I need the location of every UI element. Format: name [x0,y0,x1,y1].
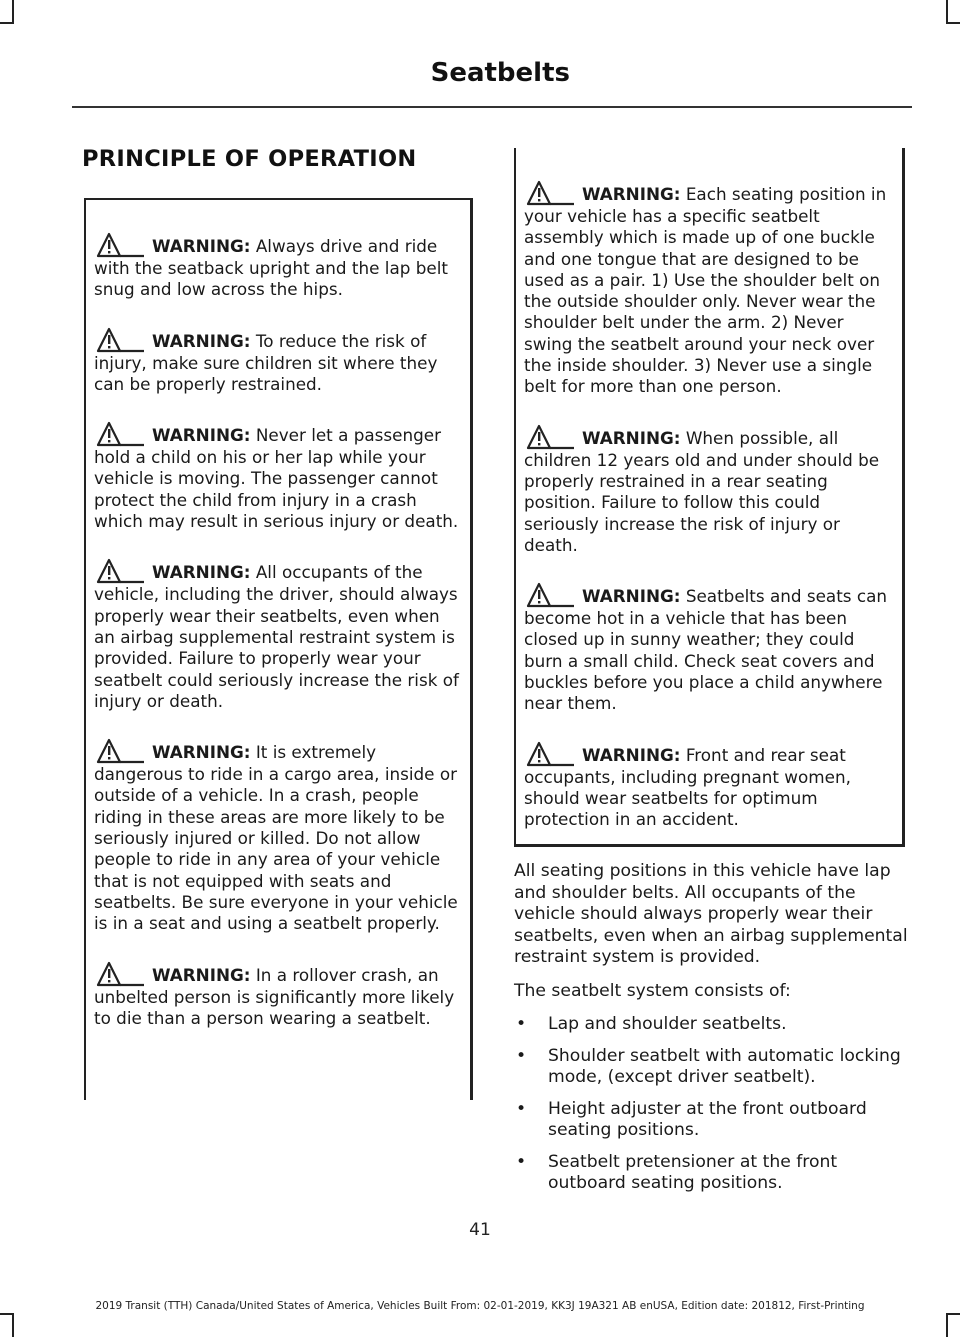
warning-triangle-icon [94,327,146,353]
crop-mark [946,1315,948,1337]
warning-text: In a rollover crash, an unbelted person is significantly more likely to die than a person wearing a seatbelt. [94,964,455,1028]
list-item-text: Height adjuster at the front outboard seating positions. [548,1098,867,1140]
warning-item [524,424,896,556]
warning-item [524,582,896,714]
warning-label: WARNING: [582,586,681,607]
warning-item [94,421,464,532]
warning-text: Always drive and ride with the seatback upright and the lap belt snug and low across the hips. [94,236,448,300]
list-item [514,1099,910,1142]
warning-label: WARNING: [582,427,681,448]
warning-text: Seatbelts and seats can become hot in a vehicle that has been closed up in sunny weather; they could burn a small child. Check seat covers and buckles before you place a child anywhere near them. [524,586,888,714]
bullet-icon: • [516,1098,527,1119]
warning-text: To reduce the risk of injury, make sure children sit where they can be properly restrained. [94,330,438,394]
bullet-icon: • [516,1151,527,1172]
warning-text: All occupants of the vehicle, including the driver, should always properly wear their seatbelts, even when an airbag supplemental restraint system is provided. Failure to properly wear your seatbelt could seriously increase the risk of injury or death. [94,562,459,711]
crop-mark [0,1313,14,1315]
warning-triangle-icon [94,961,146,987]
section-title: PRINCIPLE OF OPERATION [82,146,417,172]
crop-mark [12,0,14,22]
bullet-icon: • [516,1045,527,1066]
body-paragraph: All seating positions in this vehicle have lap and shoulder belts. All occupants of the vehicle should always properly wear their seatbelts, even when an airbag supplemental restraint system is provided. [514,861,908,967]
header-rule [72,106,912,108]
warning-triangle-icon [94,558,146,584]
warning-triangle-icon [524,582,576,608]
list-item [514,1046,910,1089]
warning-label: WARNING: [152,562,251,583]
page-footer: 2019 Transit (TTH) Canada/United States of America, Vehicles Built From: 02-01-2019, KK3J 19A321 AB enUSA, Edition date: 201812, First-Printing [95,1300,865,1312]
page-number: 41 [469,1220,491,1240]
list-item [514,1152,910,1195]
warning-text: Each seating position in your vehicle has a specific seatbelt assembly which is made up of one buckle and one tongue that are designed to be used as a pair. 1) Use the shoulder belt on the outside shoulder only. Never wear the shoulder belt under the arm. 2) Never swing the seatbelt around your neck over the inside shoulder. 3) Never use a single belt for more than one person. [524,184,887,397]
warning-triangle-icon [94,421,146,447]
warning-label: WARNING: [152,742,251,763]
warning-text: Never let a passenger hold a child on his or her lap while your vehicle is moving. The passenger cannot protect the child from injury in a crash which may result in serious injury or death. [94,425,459,532]
warning-triangle-icon [524,180,576,206]
warning-item [524,741,896,831]
crop-mark [946,22,960,24]
bullet-icon: • [516,1014,527,1034]
list-item-text: Seatbelt pretensioner at the front outboard seating positions. [548,1151,838,1193]
warning-item [94,327,464,396]
crop-mark [946,0,948,22]
warning-item [524,180,896,398]
list-item [514,1014,910,1036]
warning-label: WARNING: [152,330,251,351]
warning-label: WARNING: [582,184,681,204]
crop-mark [946,1313,960,1315]
warning-label: WARNING: [152,964,251,985]
list-item-text: Lap and shoulder seatbelts. [548,1014,787,1034]
warning-triangle-icon [524,424,576,450]
warning-item [94,558,464,712]
crop-mark [12,1315,14,1337]
seatbelt-system-list [514,1014,910,1195]
warning-label: WARNING: [152,425,251,446]
list-intro: The seatbelt system consists of: [514,980,791,1001]
page-header-title: Seatbelts [430,58,570,88]
left-warning-box [84,198,473,1100]
warning-item [94,738,464,934]
right-warning-box [514,148,905,847]
warning-item [94,961,464,1030]
warning-item [94,232,464,301]
right-warning-list [524,148,896,831]
warning-label: WARNING: [582,744,681,765]
warning-triangle-icon [94,738,146,764]
warning-text: It is extremely dangerous to ride in a cargo area, inside or outside of a vehicle. In a crash, people riding in these areas are more likely to be seriously injured or killed. Do not allow people to ride in any area of your vehicle that is not equipped with seats and seatbelts. Be sure everyone in your vehicle is in a seat and using a seatbelt properly. [94,742,458,934]
warning-triangle-icon [524,741,576,767]
crop-mark [0,22,14,24]
body-column [514,861,910,1205]
warning-text: When possible, all children 12 years old and under should be properly restrained in a rear seating position. Failure to follow this could seriously increase the risk of injury or death. [524,427,880,555]
warning-label: WARNING: [152,236,251,256]
warning-text: Front and rear seat occupants, including pregnant women, should wear seatbelts for optimum protection in an accident. [524,744,851,830]
left-warning-list [94,200,464,1029]
warning-triangle-icon [94,232,146,258]
list-item-text: Shoulder seatbelt with automatic locking mode, (except driver seatbelt). [548,1045,901,1087]
